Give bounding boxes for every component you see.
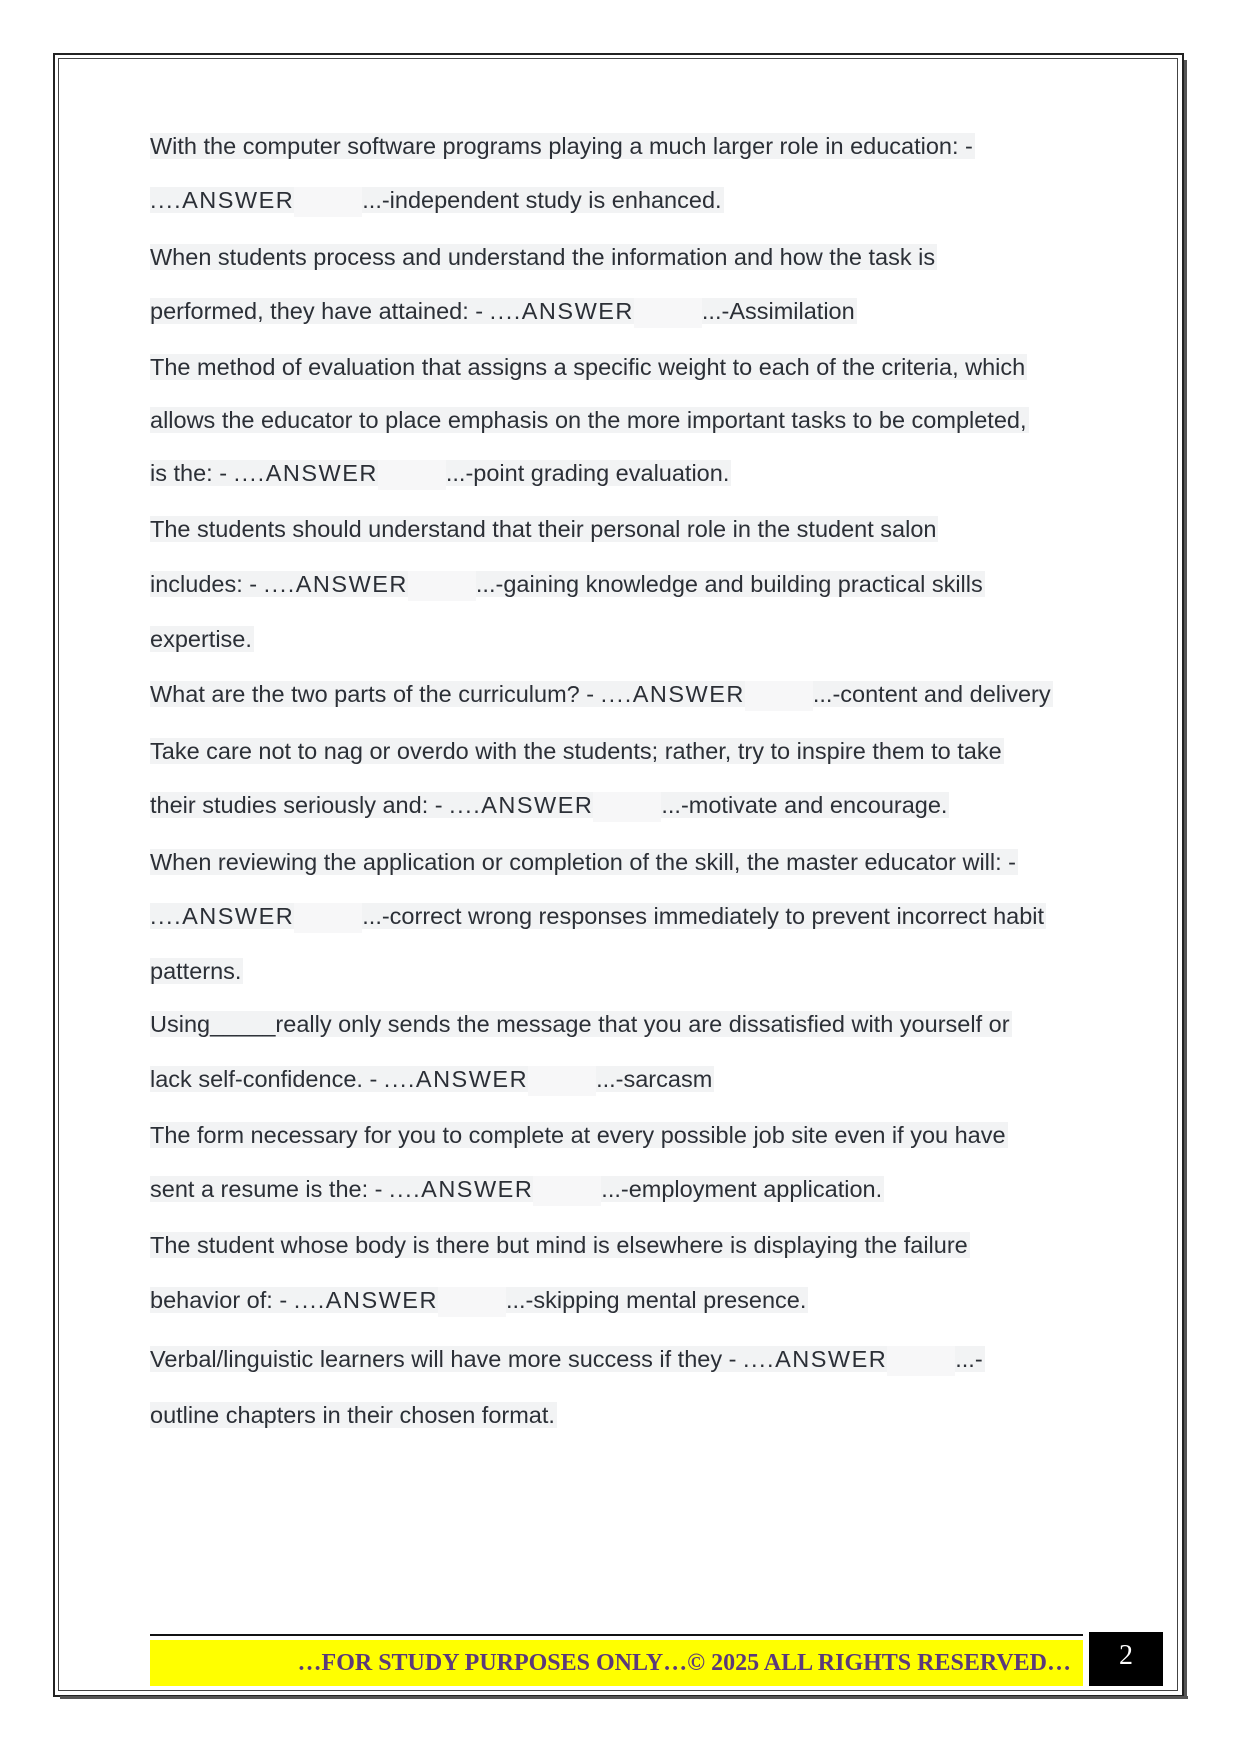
answer-label: ....ANSWER: [742, 1346, 888, 1372]
answer-gap: [745, 681, 813, 711]
question-text: expertise.: [150, 626, 252, 652]
question-text: When students process and understand the information and how the task is: [150, 244, 936, 270]
qa-line: [150, 1398, 557, 1432]
answer-line: [150, 298, 857, 324]
answer-label: ....ANSWER: [489, 298, 634, 324]
question-text: The method of evaluation that assigns a specific weight to each of the criteria, which: [150, 354, 1026, 380]
answer-text: ...-gaining knowledge and building practical skills: [475, 571, 983, 597]
question-text: sent a resume is the: -: [150, 1176, 390, 1202]
answer-line: [150, 1287, 808, 1313]
answer-label: ....ANSWER: [150, 187, 295, 213]
qa-line: [150, 567, 985, 601]
qa-line: [150, 622, 254, 656]
qa-line: [150, 512, 938, 546]
answer-label: ....ANSWER: [263, 571, 408, 597]
answer-gap: [533, 1176, 601, 1206]
qa-line: [150, 456, 731, 490]
qa-line: [150, 1342, 985, 1376]
qa-line: [150, 350, 1027, 384]
page-number: 2: [1089, 1632, 1163, 1686]
answer-text: ...-content and delivery: [812, 681, 1051, 707]
qa-line: [150, 677, 1053, 711]
page-shadow-right: [1184, 60, 1187, 1699]
answer-label: ....ANSWER: [600, 681, 745, 707]
qa-line: [150, 1007, 1012, 1041]
answer-gap: [294, 903, 362, 933]
answer-label: ....ANSWER: [449, 792, 594, 818]
answer-text: ...-correct wrong responses immediately to prevent incorrect habit: [362, 903, 1045, 929]
question-text: their studies seriously and: -: [150, 792, 450, 818]
page-shadow-bottom: [60, 1696, 1188, 1699]
question-text: Verbal/linguistic learners will have more success if they -: [150, 1346, 743, 1372]
question-text: Take care not to nag or overdo with the students; rather, try to inspire them to take: [150, 738, 1002, 764]
answer-line: [150, 681, 1053, 707]
question-text: The form necessary for you to complete at every possible job site even if you have: [150, 1122, 1006, 1148]
question-text: The students should understand that their personal role in the student salon: [150, 516, 937, 542]
answer-line: [150, 571, 985, 597]
qa-line: [150, 403, 1029, 437]
qa-line: [150, 1228, 970, 1262]
answer-gap: [593, 792, 661, 822]
question-text: What are the two parts of the curriculum? -: [150, 681, 601, 707]
qa-line: [150, 788, 949, 822]
footer-rule: [150, 1634, 1083, 1636]
qa-line: [150, 734, 1004, 768]
qa-line: [150, 183, 724, 217]
answer-line: [150, 460, 731, 486]
footer-notice: …FOR STUDY PURPOSES ONLY…© 2025 ALL RIGHTS RESERVED…: [150, 1640, 1083, 1686]
answer-text: ...-motivate and encourage.: [661, 792, 948, 818]
answer-text: ...-: [955, 1346, 983, 1372]
answer-label: ....ANSWER: [150, 903, 295, 929]
qa-line: [150, 1118, 1008, 1152]
answer-line: [150, 792, 949, 818]
answer-line: [150, 903, 1046, 929]
answer-line: [150, 187, 724, 213]
answer-gap: [408, 571, 476, 601]
answer-label: ....ANSWER: [389, 1176, 534, 1202]
answer-gap: [528, 1066, 596, 1096]
qa-line: [150, 1172, 884, 1206]
answer-text: ...-employment application.: [601, 1176, 883, 1202]
answer-gap: [378, 460, 446, 490]
answer-label: ....ANSWER: [293, 1287, 438, 1313]
question-text: patterns.: [150, 958, 242, 984]
question-text: outline chapters in their chosen format.: [150, 1402, 555, 1428]
answer-text: ...-Assimilation: [701, 298, 855, 324]
qa-line: [150, 954, 243, 988]
question-text: Using_____really only sends the message that you are dissatisfied with yourself or: [150, 1011, 1010, 1037]
qa-line: [150, 845, 1018, 879]
answer-text: ...-point grading evaluation.: [445, 460, 730, 486]
answer-gap: [634, 298, 702, 328]
qa-line: [150, 129, 975, 163]
answer-gap: [887, 1346, 955, 1376]
answer-line: [150, 1346, 985, 1372]
qa-line: [150, 1062, 714, 1096]
answer-text: ...-independent study is enhanced.: [362, 187, 722, 213]
answer-gap: [438, 1287, 506, 1317]
question-text: performed, they have attained: -: [150, 298, 490, 324]
qa-line: [150, 240, 937, 274]
answer-text: ...-skipping mental presence.: [505, 1287, 807, 1313]
question-text: lack self-confidence. -: [150, 1066, 384, 1092]
qa-line: [150, 899, 1046, 933]
qa-line: [150, 1283, 808, 1317]
qa-line: [150, 294, 857, 328]
answer-gap: [294, 187, 362, 217]
answer-line: [150, 1176, 884, 1202]
question-text: With the computer software programs playing a much larger role in education: -: [150, 133, 973, 159]
question-text: includes: -: [150, 571, 264, 597]
question-text: behavior of: -: [150, 1287, 294, 1313]
answer-label: ....ANSWER: [383, 1066, 529, 1092]
answer-text: ...-sarcasm: [596, 1066, 713, 1092]
answer-label: ....ANSWER: [233, 460, 378, 486]
question-text: When reviewing the application or completion of the skill, the master educator will: -: [150, 849, 1016, 875]
question-text: allows the educator to place emphasis on the more important tasks to be completed,: [150, 407, 1027, 433]
question-text: is the: -: [150, 460, 234, 486]
question-text: The student whose body is there but mind is elsewhere is displaying the failure: [150, 1232, 968, 1258]
answer-line: [150, 1066, 714, 1092]
